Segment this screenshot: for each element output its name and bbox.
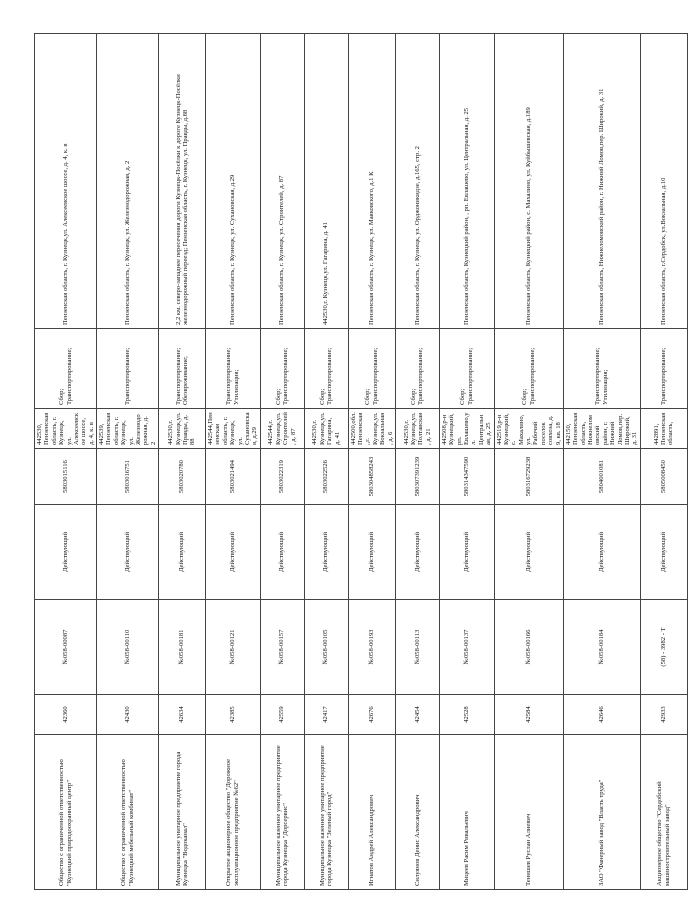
- cell-license-status: Действующий: [563, 505, 640, 600]
- cell-license-status: Действующий: [395, 505, 439, 600]
- cell-organization-name: Силуянов Денис Александрович: [395, 735, 439, 890]
- cell-license-status: Действующий: [260, 505, 304, 600]
- cell-inn: 580314347590: [439, 449, 494, 505]
- registry-table-body: [35, 34, 688, 890]
- cell-inn: 5803020780: [159, 449, 206, 505]
- cell-record-code: 42584: [494, 695, 563, 735]
- table-row: [260, 34, 304, 890]
- cell-organization-name: ЗАО "Фанерный завод "Власть труда": [563, 735, 640, 890]
- cell-activity-types: Сбор; Транспортирование;: [304, 329, 348, 409]
- cell-activity-location: Пензенская область, г. Кузнецк, ул. Орджоникидзе, д.165, стр. 2: [395, 34, 439, 329]
- cell-record-code: 42454: [395, 695, 439, 735]
- cell-license-status: Действующий: [640, 505, 687, 600]
- cell-license-number: №058-00087: [35, 600, 97, 695]
- cell-legal-address: 442891, Пензенская область,: [640, 409, 687, 449]
- table-row: [304, 34, 348, 890]
- cell-legal-address: 442544,Пензенская область, г. Кузнецк, ул. Сухановская, д.29: [206, 409, 261, 449]
- cell-license-number: №058-00113: [395, 600, 439, 695]
- cell-license-status: Действующий: [439, 505, 494, 600]
- cell-activity-location: Пензенская область, Кузнецкий район, с. Махалино, ул. Куйбышевская, д.189: [494, 34, 563, 329]
- waste-license-registry-table: [34, 33, 688, 890]
- cell-license-number: №058-00105: [304, 600, 348, 695]
- table-row: [159, 34, 206, 890]
- cell-activity-location: Пензенская область, г. Кузнецк, ул. Маяковского, д.1 К: [348, 34, 395, 329]
- cell-legal-address: 442530,г. Кузнецк,ул. Гагарина, д. 41: [304, 409, 348, 449]
- cell-activity-location: Пензенская область, г. Кузнецк, ул. Сухановская, д.29: [206, 34, 261, 329]
- cell-legal-address: 442539, Пензенская область, г. Кузнецк, ул. Железнодорожная, д. 2: [97, 409, 159, 449]
- cell-activity-location: Пензенская область, Кузнецкий район, , рп. Евлашево, ул. Центральная, д. 25: [439, 34, 494, 329]
- cell-record-code: 42559: [260, 695, 304, 735]
- cell-record-code: 42417: [304, 695, 348, 735]
- cell-inn: 580307391239: [395, 449, 439, 505]
- cell-license-number: №058-00166: [494, 600, 563, 695]
- cell-record-code: 42646: [563, 695, 640, 735]
- cell-record-code: 42634: [159, 695, 206, 735]
- cell-organization-name: Муниципальное казенное унитарное предприятие города Кузнецка "Зеленый город": [304, 735, 348, 890]
- cell-organization-name: Общество с ограниченной ответственностью "Кузнецкий мебельный комбинат": [97, 735, 159, 890]
- cell-activity-location: Пензенская область, г. Кузнецк, ул. Железнодорожная, д. 2: [97, 34, 159, 329]
- cell-inn: 5804001081: [563, 449, 640, 505]
- table-row: [35, 34, 97, 890]
- table-row: [494, 34, 563, 890]
- cell-activity-location: 2,2 км. северо-западнее пересечения дороги Кузнецк-Посёлки к дороге Кузнецк-Посёлки железнодорожный переезд; Пензенская область, г. Кузнецк, ул. Правды, д.88: [159, 34, 206, 329]
- cell-activity-location: Пензенская область, Нижнеломовский район, г. Нижний Ломов,пер. Широкий, д. 31: [563, 34, 640, 329]
- cell-legal-address: 442508,р-н Кузнецкий, рп. Евлашево,ул. Центральная, д. 25: [439, 409, 494, 449]
- cell-activity-types: Транспортирование;: [640, 329, 687, 409]
- cell-license-number: (58) - 3982 - Т: [640, 600, 687, 695]
- cell-license-number: №058-00110: [97, 600, 159, 695]
- cell-legal-address: 442530,г. Кузнецк,ул. Полтавская, д. 21: [395, 409, 439, 449]
- cell-record-code: 42676: [348, 695, 395, 735]
- cell-activity-types: Сбор; Транспортирование;: [494, 329, 563, 409]
- cell-inn: 5803022526: [304, 449, 348, 505]
- cell-activity-types: Сбор; Транспортирование;: [439, 329, 494, 409]
- cell-organization-name: Муниципальное унитарное предприятие города Кузнецка "Водоканал": [159, 735, 206, 890]
- cell-license-status: Действующий: [97, 505, 159, 600]
- table-row: [206, 34, 261, 890]
- cell-activity-types: Сбор; Транспортирование;: [395, 329, 439, 409]
- cell-activity-types: Транспортирование; Утилизация;: [206, 329, 261, 409]
- cell-license-status: Действующий: [304, 505, 348, 600]
- cell-inn: 5803021494: [206, 449, 261, 505]
- cell-activity-types: Транспортирование; Обезвреживание;: [159, 329, 206, 409]
- table-row: [395, 34, 439, 890]
- cell-activity-location: Пензенская область, г. Кузнецк,ул. Алексеевское шоссе, д. 4, к. в: [35, 34, 97, 329]
- cell-activity-types: Сбор; Транспортирование;: [35, 329, 97, 409]
- cell-license-number: №058-00184: [563, 600, 640, 695]
- cell-legal-address: 442544,г. Кузнецк,ул. Строителей, д. 87: [260, 409, 304, 449]
- cell-license-number: №058-00193: [348, 600, 395, 695]
- cell-inn: 580316729238: [494, 449, 563, 505]
- cell-inn: 5805008450: [640, 449, 687, 505]
- cell-license-status: Действующий: [348, 505, 395, 600]
- cell-activity-types: Сбор; Транспортирование;: [260, 329, 304, 409]
- cell-inn: 5803015116: [35, 449, 97, 505]
- cell-organization-name: Общество с ограниченной ответственностью "Кузнецкий природоохранный центр": [35, 735, 97, 890]
- cell-activity-types: Транспортирование;: [97, 329, 159, 409]
- cell-inn: 5803016751: [97, 449, 159, 505]
- cell-license-status: Действующий: [206, 505, 261, 600]
- cell-legal-address: 442519,р-н Кузнецкий, с. Махалино,ул. Рабочий поселок совхоза, д. 9, кв. 18: [494, 409, 563, 449]
- cell-organization-name: Акционерное общество "Сердобский машиностроительный завод": [640, 735, 687, 890]
- cell-inn: 580304858243: [348, 449, 395, 505]
- cell-record-code: 42385: [206, 695, 261, 735]
- cell-license-number: №058-00137: [439, 600, 494, 695]
- cell-inn: 5803022319: [260, 449, 304, 505]
- cell-activity-location: Пензенская область, г.Сердобск, ул.Вокзальная, д.10: [640, 34, 687, 329]
- cell-license-status: Действующий: [494, 505, 563, 600]
- cell-activity-location: 442530,г. Кузнецк,ул. Гагарина, д. 41: [304, 34, 348, 329]
- cell-license-status: Действующий: [35, 505, 97, 600]
- cell-organization-name: Открытое акционерное общество "Дорожное эксплуатационное предприятие №62": [206, 735, 261, 890]
- cell-legal-address: 442530,г. Кузнецк,ул. Правды, д. 88: [159, 409, 206, 449]
- cell-record-code: 42360: [35, 695, 97, 735]
- cell-organization-name: Тенишев Руслан Алиевич: [494, 735, 563, 890]
- table-row: [563, 34, 640, 890]
- rotated-registry-table-wrapper: [34, 34, 675, 890]
- cell-record-code: 42430: [97, 695, 159, 735]
- table-row: [97, 34, 159, 890]
- cell-activity-location: Пензенская область, г. Кузнецк, ул. Строителей, д. 87: [260, 34, 304, 329]
- cell-organization-name: Муниципальное казенное унитарное предприятие города Кузнецка "Дорсервис": [260, 735, 304, 890]
- cell-record-code: 42933: [640, 695, 687, 735]
- cell-legal-address: 442500,обл. Пензенская,,г. Кузнецк,ул. Вокзальная, д. 6: [348, 409, 395, 449]
- table-row: [640, 34, 687, 890]
- cell-license-number: №058-00181: [159, 600, 206, 695]
- cell-legal-address: 442150, Пензенская область, Нижнеломовский район, г. Нижний Ломов,пер. Широкий, д. 31: [563, 409, 640, 449]
- cell-license-status: Действующий: [159, 505, 206, 600]
- table-row: [439, 34, 494, 890]
- cell-license-number: №058-00121: [206, 600, 261, 695]
- cell-license-number: №058-00157: [260, 600, 304, 695]
- cell-activity-types: Сбор; Транспортирование;: [348, 329, 395, 409]
- cell-organization-name: Игнатов Андрей Александрович: [348, 735, 395, 890]
- cell-organization-name: Мицеев Расим Ривальевич: [439, 735, 494, 890]
- cell-legal-address: 442530, Пензенская область, г. Кузнецк, ул. Алексеевское шоссе, д. 4, к. в: [35, 409, 97, 449]
- table-row: [348, 34, 395, 890]
- cell-record-code: 42528: [439, 695, 494, 735]
- cell-activity-types: Транспортирование; Утилизация;: [563, 329, 640, 409]
